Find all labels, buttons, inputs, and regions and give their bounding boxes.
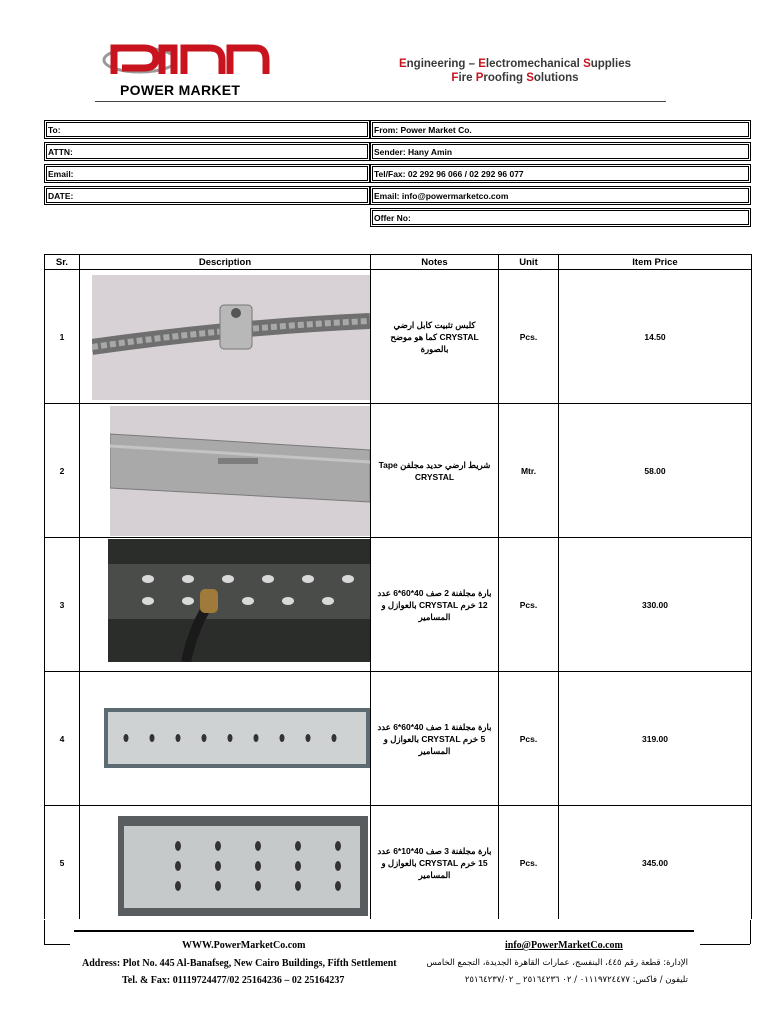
row-notes: بارة مجلفنة 3 صف 40*10*6 عدد 15 خرم CRYSTAL بالعوازل و المسامير	[371, 806, 499, 920]
product-photo-busbar-dark	[80, 538, 371, 672]
row-notes: بارة مجلفنة 2 صف 40*60*6 عدد 12 خرم CRYSTAL بالعوازل و المسامير	[371, 538, 499, 672]
row-unit: Pcs.	[499, 672, 559, 806]
tagline-segment: olutions	[533, 72, 579, 84]
table-row	[45, 538, 752, 672]
col-item-price: Item Price	[559, 255, 752, 270]
sender-field: Sender: Hany Amin	[370, 142, 751, 161]
footer-bracket-left-base	[44, 944, 70, 945]
tagline-segment: S	[583, 58, 591, 70]
row-price: 14.50	[559, 270, 752, 404]
col-sr: Sr.	[45, 255, 80, 270]
footer-address-arabic: الإدارة: قطعة رقم ٤٤٥، البنفسج، عمارات القاهرة الجديدة، التجمع الخامس	[426, 958, 688, 968]
tagline-segment: roofing	[483, 72, 527, 84]
telfax-field: Tel/Fax: 02 292 96 066 / 02 292 96 077	[370, 164, 751, 183]
from-field: From: Power Market Co.	[370, 120, 751, 139]
row-sr: 2	[45, 404, 80, 538]
product-photo-cable-clip	[80, 270, 371, 404]
col-unit: Unit	[499, 255, 559, 270]
table-row	[45, 270, 752, 404]
row-notes: شريط ارضي حديد مجلفن Tape CRYSTAL	[371, 404, 499, 538]
product-photo-busbar-three-row	[80, 806, 371, 920]
tagline-segment: P	[475, 72, 484, 84]
tagline-segment: upplies	[590, 58, 631, 70]
tagline-segment: lectromechanical	[485, 58, 584, 70]
to-field: To:	[44, 120, 370, 139]
tagline-line-1	[360, 58, 670, 70]
busbar-one-row-image	[104, 708, 370, 768]
product-photo-busbar-one-row	[80, 672, 371, 806]
row-unit: Pcs.	[499, 806, 559, 920]
row-sr: 4	[45, 672, 80, 806]
busbar-three-row-image	[118, 816, 368, 916]
tagline-segment: ngineering –	[406, 58, 479, 70]
tagline-line-2	[360, 72, 670, 84]
footer-email-link[interactable]: info@PowerMarketCo.com	[505, 940, 623, 951]
cable-clip-image	[92, 275, 370, 400]
row-unit: Pcs.	[499, 270, 559, 404]
col-description: Description	[80, 255, 371, 270]
tagline-segment: E	[478, 58, 486, 70]
brand-name: POWER MARKET	[120, 82, 241, 98]
email-company-field: Email: info@powermarketco.com	[370, 186, 751, 205]
tagline-segment: S	[526, 72, 534, 84]
header-divider	[95, 101, 666, 102]
row-price: 319.00	[559, 672, 752, 806]
row-notes: كلبس تثبيت كابل ارضي CRYSTAL كما هو موضح بالصورة	[371, 270, 499, 404]
footer-address: Address: Plot No. 445 Al-Banafseg, New Cairo Buildings, Fifth Settlement	[82, 958, 397, 969]
row-sr: 5	[45, 806, 80, 920]
product-photo-galvanized-tape	[80, 404, 371, 538]
email-field: Email:	[44, 164, 370, 183]
price-table	[44, 254, 752, 919]
tagline-segment: ire	[458, 72, 476, 84]
row-unit: Pcs.	[499, 538, 559, 672]
row-price: 58.00	[559, 404, 752, 538]
col-notes: Notes	[371, 255, 499, 270]
row-price: 330.00	[559, 538, 752, 672]
offer-no-field: Offer No:	[370, 208, 751, 227]
row-sr: 3	[45, 538, 80, 672]
footer-bracket-right-base	[700, 944, 750, 945]
footer-bracket-left	[44, 920, 45, 944]
table-row	[45, 672, 752, 806]
row-price: 345.00	[559, 806, 752, 920]
tagline-segment: E	[398, 58, 407, 70]
date-field: DATE:	[44, 186, 370, 205]
tagline-segment: F	[451, 72, 459, 84]
busbar-dark-image	[108, 539, 370, 662]
table-header-row	[45, 255, 752, 270]
row-notes: بارة مجلفنة 1 صف 40*60*6 عدد 5 خرم CRYSTAL بالعوازل و المسامير	[371, 672, 499, 806]
galvanized-tape-image	[110, 406, 370, 536]
footer-bracket-right	[750, 920, 751, 944]
attn-field: ATTN:	[44, 142, 370, 161]
footer-divider	[74, 930, 694, 932]
footer-website[interactable]: WWW.PowerMarketCo.com	[182, 940, 306, 951]
row-unit: Mtr.	[499, 404, 559, 538]
footer-telfax: Tel. & Fax: 01119724477/02 25164236 – 02 25164237	[122, 975, 345, 986]
table-row	[45, 806, 752, 920]
row-sr: 1	[45, 270, 80, 404]
table-row	[45, 404, 752, 538]
footer-phone-arabic: تليفون / فاكس: ٠١١١٩٧٢٤٤٧٧ / ٠٢ ٢٥١٦٤٢٣٦ _ ٢٥١٦٤٢٣٧/٠٢	[464, 975, 688, 985]
